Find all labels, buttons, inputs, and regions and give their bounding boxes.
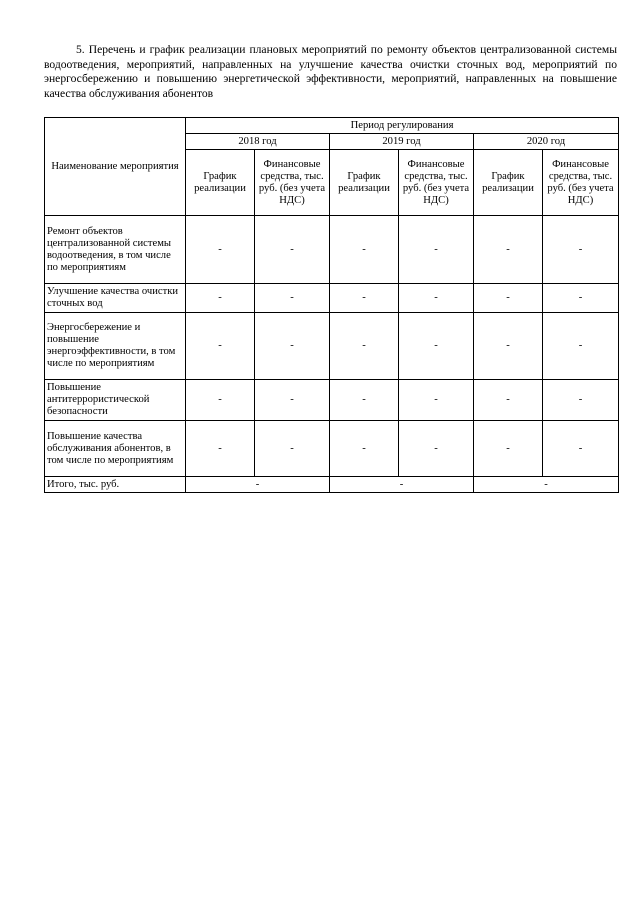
cell-value: - (399, 380, 474, 421)
table-row (45, 216, 619, 284)
cell-value: - (543, 313, 619, 380)
cell-value: - (186, 313, 255, 380)
cell-value: - (330, 421, 399, 477)
year-header: 2018 год (186, 134, 330, 150)
schedule-header: График реализации (330, 150, 399, 216)
cell-value: - (399, 421, 474, 477)
intro-paragraph: 5. Перечень и график реализации плановых мероприятий по ремонту объектов централизованной системы водоотведения, мероприятий, направленных на улучшение качества очистки сточных вод, мероприятий по энергосбережению и повышению энергетической эффективности, мероприятий, направленных на повышение качества обслуживания абонентов (44, 43, 617, 100)
cell-value: - (474, 421, 543, 477)
finance-header: Финансовые средства, тыс. руб. (без учета НДС) (543, 150, 619, 216)
cell-value: - (186, 284, 255, 313)
cell-value: - (543, 284, 619, 313)
cell-value: - (330, 284, 399, 313)
cell-value: - (186, 216, 255, 284)
row-name: Повышение антитеррористической безопасности (45, 380, 186, 421)
cell-value: - (255, 313, 330, 380)
name-column-header: Наименование мероприятия (45, 118, 186, 216)
table-row (45, 421, 619, 477)
cell-value: - (399, 313, 474, 380)
row-name: Повышение качества обслуживания абонентов, в том числе по мероприятиям (45, 421, 186, 477)
cell-value: - (186, 421, 255, 477)
cell-value: - (255, 284, 330, 313)
period-header: Период регулирования (186, 118, 619, 134)
table-row (45, 284, 619, 313)
row-name: Энергосбережение и повышение энергоэффективности, в том числе по мероприятиям (45, 313, 186, 380)
cell-value: - (255, 216, 330, 284)
cell-value: - (399, 284, 474, 313)
cell-value: - (330, 380, 399, 421)
row-name: Ремонт объектов централизованной системы водоотведения, в том числе по мероприятиям (45, 216, 186, 284)
cell-value: - (543, 380, 619, 421)
cell-value: - (474, 216, 543, 284)
cell-value: - (186, 380, 255, 421)
year-header: 2020 год (474, 134, 619, 150)
total-label: Итого, тыс. руб. (45, 477, 186, 493)
total-value: - (186, 477, 330, 493)
cell-value: - (543, 216, 619, 284)
plan-table (44, 117, 619, 493)
total-value: - (330, 477, 474, 493)
row-name: Улучшение качества очистки сточных вод (45, 284, 186, 313)
cell-value: - (330, 313, 399, 380)
cell-value: - (255, 380, 330, 421)
table-row (45, 380, 619, 421)
finance-header: Финансовые средства, тыс. руб. (без учета НДС) (255, 150, 330, 216)
cell-value: - (399, 216, 474, 284)
cell-value: - (474, 380, 543, 421)
total-value: - (474, 477, 619, 493)
schedule-header: График реализации (186, 150, 255, 216)
cell-value: - (255, 421, 330, 477)
cell-value: - (474, 284, 543, 313)
finance-header: Финансовые средства, тыс. руб. (без учета НДС) (399, 150, 474, 216)
schedule-header: График реализации (474, 150, 543, 216)
cell-value: - (474, 313, 543, 380)
cell-value: - (543, 421, 619, 477)
total-row (45, 477, 619, 493)
cell-value: - (330, 216, 399, 284)
table-row (45, 313, 619, 380)
year-header: 2019 год (330, 134, 474, 150)
